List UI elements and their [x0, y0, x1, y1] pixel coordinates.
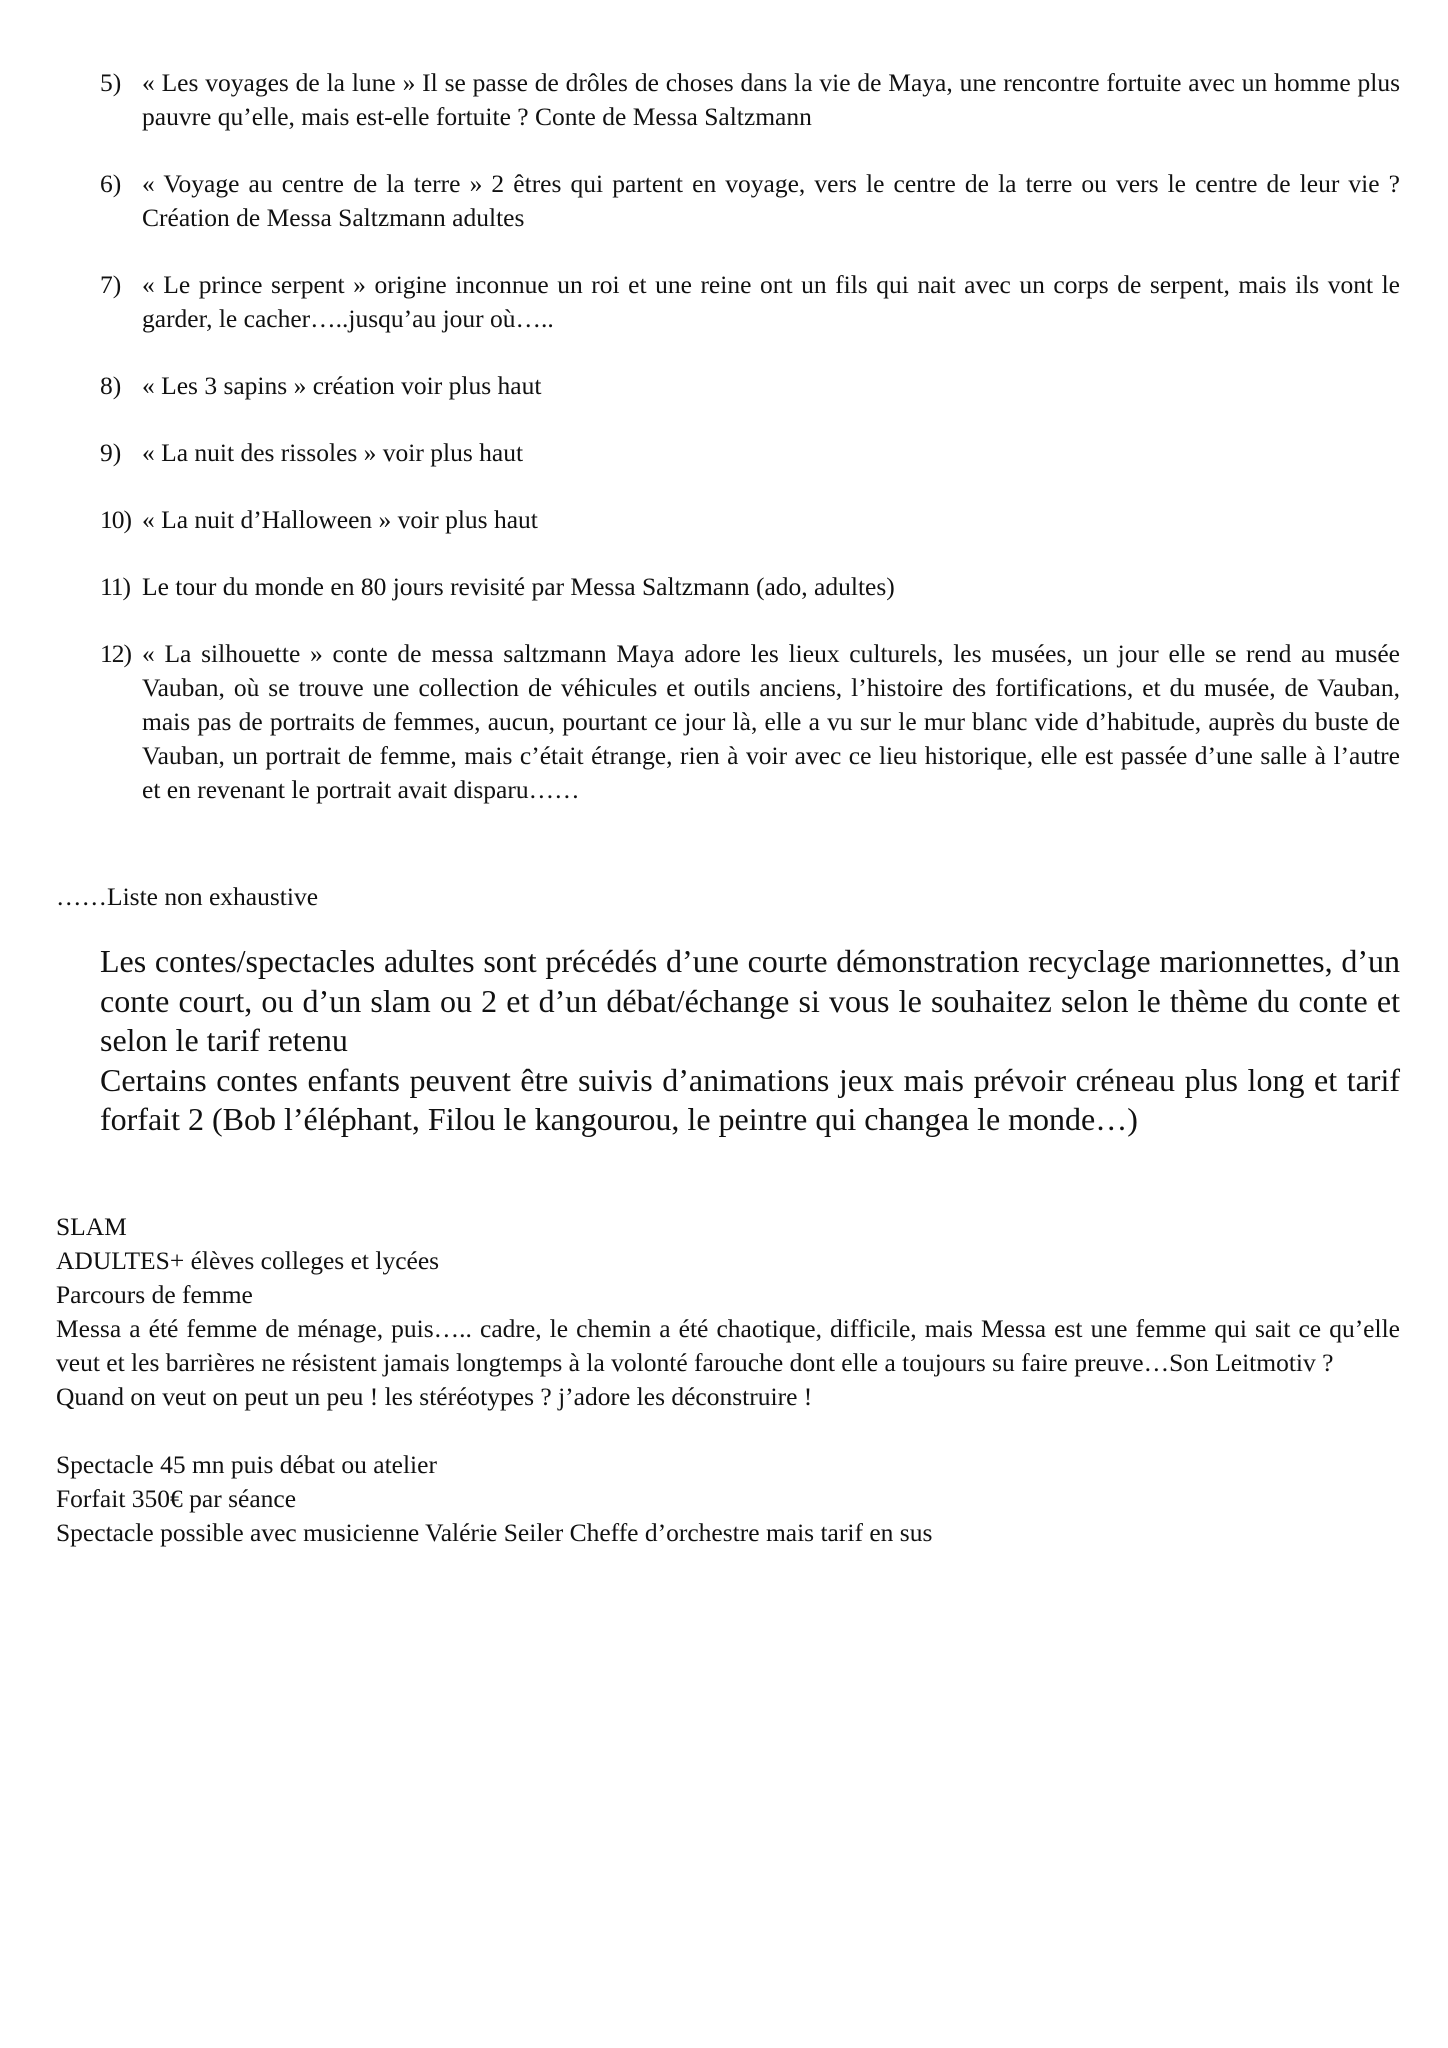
list-item-text: « Le prince serpent » origine inconnue un roi et une reine ont un fils qui nait avec un corps de serpent, mais ils vont le garder, le cacher…..jusqu’au jour où….. [142, 270, 1400, 333]
list-item-text: « La silhouette » conte de messa saltzmann Maya adore les lieux culturels, les musées, un jour elle se rend au musée Vauban, où se trouve une collection de véhicules et outils anciens, l’histoire des fortifications, et du musée, de Vauban, mais pas de portraits de femmes, aucun, pourtant ce jour là, elle a vu sur le mur blanc vide d’habitude, auprès du buste de Vauban, un portrait de femme, mais c’était étrange, rien à voir avec ce lieu historique, elle est passée d’une salle à l’autre et en revenant le portrait avait disparu…… [142, 639, 1400, 804]
list-item-text: « La nuit des rissoles » voir plus haut [142, 438, 524, 467]
list-item [100, 570, 1400, 604]
section-spacer [56, 1414, 1400, 1448]
list-item [100, 268, 1400, 336]
slam-description: Messa a été femme de ménage, puis….. cadre, le chemin a été chaotique, difficile, mais Messa est une femme qui sait ce qu’elle veut et les barrières ne résistent jamais longtemps à la volonté farouche dont elle a toujours su faire preuve…Son Leitmotiv ? [56, 1314, 1400, 1377]
list-item-text: « Les 3 sapins » création voir plus haut [142, 371, 542, 400]
slam-price: Forfait 350€ par séance [56, 1484, 297, 1513]
list-item-text: « Voyage au centre de la terre » 2 êtres qui partent en voyage, vers le centre de la terre ou vers le centre de leur vie ? Création de Messa Saltzmann adultes [142, 169, 1400, 232]
slam-option: Spectacle possible avec musicienne Valérie Seiler Cheffe d’orchestre mais tarif en sus [56, 1518, 933, 1547]
list-item [100, 167, 1400, 235]
list-item [100, 66, 1400, 134]
slam-duration: Spectacle 45 mn puis débat ou atelier [56, 1450, 437, 1479]
list-item-number: 12) [100, 639, 131, 668]
list-item [100, 637, 1400, 807]
list-item [100, 503, 1400, 537]
list-item-number: 10) [100, 505, 131, 534]
list-item [100, 369, 1400, 403]
children-tales-paragraph: Certains contes enfants peuvent être suivis d’animations jeux mais prévoir créneau plus long et tarif forfait 2 (Bob l’éléphant, Filou le kangourou, le peintre qui changea le monde…) [100, 1061, 1400, 1137]
slam-title: SLAM [56, 1212, 127, 1241]
list-item-text: « Les voyages de la lune » Il se passe de drôles de choses dans la vie de Maya, une rencontre fortuite avec un homme plus pauvre qu’elle, mais est-elle fortuite ? Conte de Messa Saltzmann [142, 68, 1400, 131]
list-item-number: 5) [100, 68, 122, 97]
slam-section [56, 1210, 1400, 1550]
tales-list [100, 66, 1400, 840]
list-item-number: 6) [100, 169, 122, 198]
slam-audience: ADULTES+ élèves colleges et lycées [56, 1246, 440, 1275]
list-item-text: « La nuit d’Halloween » voir plus haut [142, 505, 538, 534]
list-item-number: 11) [100, 572, 131, 601]
slam-motto: Quand on veut on peut un peu ! les stéréotypes ? j’adore les déconstruire ! [56, 1382, 813, 1411]
list-item-number: 8) [100, 371, 122, 400]
list-item [100, 436, 1400, 470]
non-exhaustive-note: ……Liste non exhaustive [56, 882, 319, 911]
list-item-number: 9) [100, 438, 122, 467]
list-item-number: 7) [100, 270, 122, 299]
slam-subtitle: Parcours de femme [56, 1280, 253, 1309]
adult-shows-paragraph: Les contes/spectacles adultes sont précédés d’une courte démonstration recyclage marionnettes, d’un conte court, ou d’un slam ou 2 et d’un débat/échange si vous le souhaitez selon le thème du conte et selon le tarif retenu [100, 943, 1400, 1058]
list-item-text: Le tour du monde en 80 jours revisité par Messa Saltzmann (ado, adultes) [142, 572, 895, 601]
adult-shows-note [100, 942, 1400, 1140]
